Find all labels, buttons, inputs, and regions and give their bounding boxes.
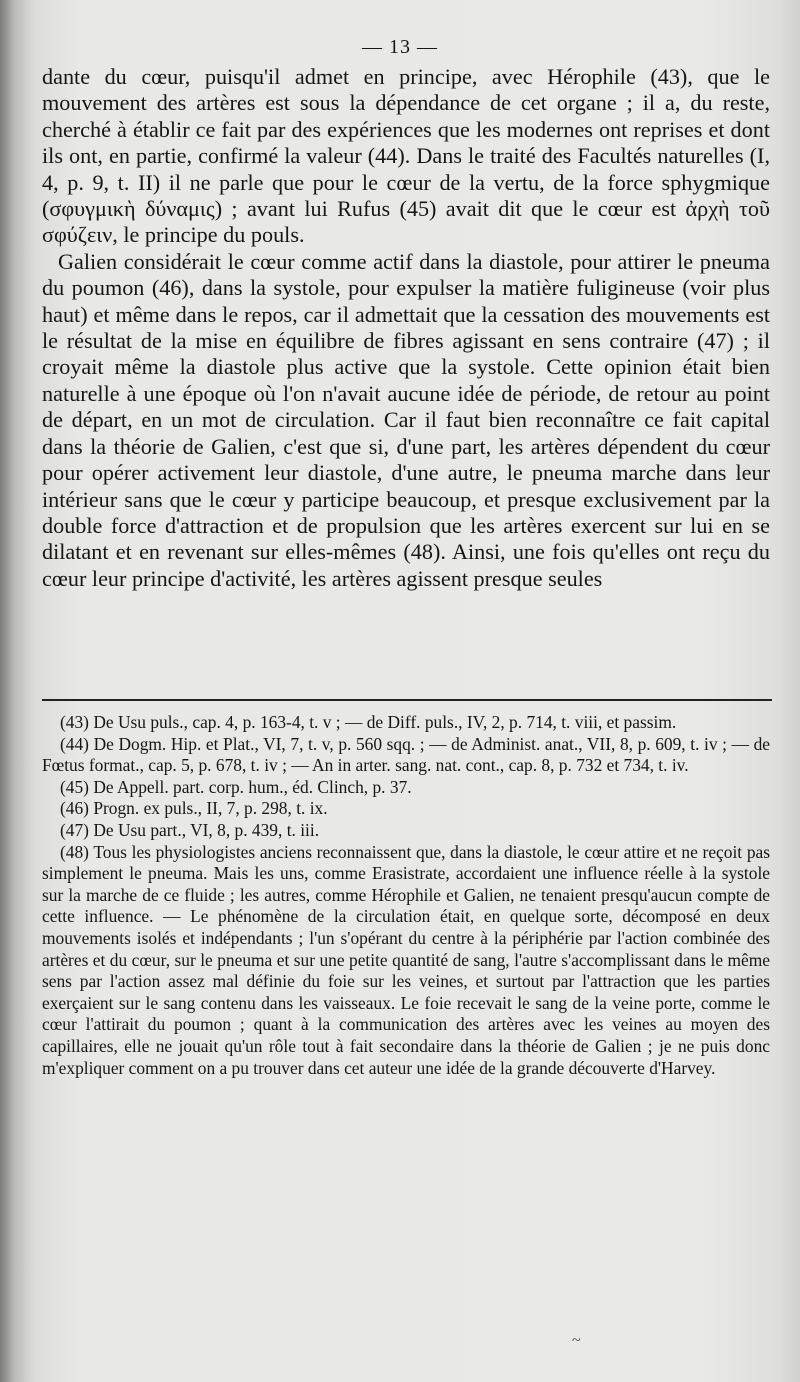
- bottom-mark: ~: [572, 1332, 581, 1349]
- page-number: — 13 —: [362, 36, 438, 58]
- footnote-divider: [42, 699, 772, 701]
- footnote-47: (47) De Usu part., VI, 8, p. 439, t. iii.: [60, 819, 320, 840]
- footnote-46: (46) Progn. ex puls., II, 7, p. 298, t. ix.: [60, 798, 328, 819]
- main-text: [42, 64, 770, 592]
- footnote-43: (43) De Usu puls., cap. 4, p. 163-4, t. v ; — de Diff. puls., IV, 2, p. 714, t. viii, et passim.: [60, 712, 677, 732]
- footnotes: [42, 712, 770, 1079]
- footnote-44: (44) De Dogm. Hip. et Plat., VI, 7, t. v, p. 560 sqq. ; — de Administ. anat., VII, 8, p. 609, t. iv ; — de Fœtus format., cap. 5, p. 678, t. iv ; — An in arter. sang. nat. cont., cap. 8, p. 732 et 734, t. iv.: [42, 733, 770, 776]
- paragraph: Galien considérait le cœur comme actif dans la diastole, pour attirer le pneuma du poumon (46), dans la systole, pour expulser la matière fuligineuse (voir plus haut) et même dans le repos, car il admettait que la cessation des mouvements est le résultat de la mise en équilibre de fibres agissant en sens contraire (47) ; il croyait même la diastole plus active que la systole. Cette opinion était bien naturelle à une époque où l'on n'avait aucune idée de période, de retour au point de départ, en un mot de circulation. Car il faut bien reconnaître ce fait capital dans la théorie de Galien, c'est que si, d'une part, les artères dépendent du cœur pour opérer activement leur diastole, d'une autre, le pneuma marche dans leur intérieur sans que le cœur y participe beaucoup, et presque exclusivement par la double force d'attraction et de propulsion que les artères exercent sur lui en se dilatant et en revenant sur elles-mêmes (48). Ainsi, une fois qu'elles ont reçu du cœur leur principe d'activité, les artères agissent presque seules: [42, 248, 770, 591]
- footnote-48: (48) Tous les physiologistes anciens reconnaissent que, dans la diastole, le cœur attire et ne reçoit pas simplement le pneuma. Mais les uns, comme Erasistrate, accordaient une influence réelle à la systole sur la marche de ce fluide ; les autres, comme Hérophile et Galien, ne tenaient presqu'aucun compte de cette influence. — Le phénomène de la circulation était, en quelque sorte, décomposé en deux mouvements isolés et indépendants ; l'un s'opérant du centre à la périphérie par l'action combinée des artères et du cœur, sur le pneuma et sur une petite quantité de sang, l'autre s'accomplissant dans le même sens par l'action assez mal définie du foie sur les veines, et surtout par l'attraction que les parties exerçaient sur le sang contenu dans les vaisseaux. Le foie recevait le sang de la veine porte, comme le cœur l'attirait du poumon ; quant à la communication des artères avec les veines au moyen des capillaires, elle ne jouait qu'un rôle tout à fait secondaire dans la théorie de Galien ; je ne puis donc m'expliquer comment on a pu trouver dans cet auteur une idée de la grande découverte d'Harvey.: [42, 841, 770, 1078]
- paragraph: dante du cœur, puisqu'il admet en principe, avec Hérophile (43), que le mouvement des artères est sous la dépendance de cet organe ; il a, du reste, cherché à établir ce fait par des expériences que les modernes ont reprises et dont ils ont, en partie, confirmé la valeur (44). Dans le traité des Facultés naturelles (I, 4, p. 9, t. II) il ne parle que pour le cœur de la vertu, de la force sphygmique (σφυγμικὴ δύναμις) ; avant lui Rufus (45) avait dit que le cœur est ἀρχὴ τοῦ σφύζειν, le principe du pouls.: [42, 64, 770, 248]
- footnote-45: (45) De Appell. part. corp. hum., éd. Clinch, p. 37.: [60, 776, 412, 797]
